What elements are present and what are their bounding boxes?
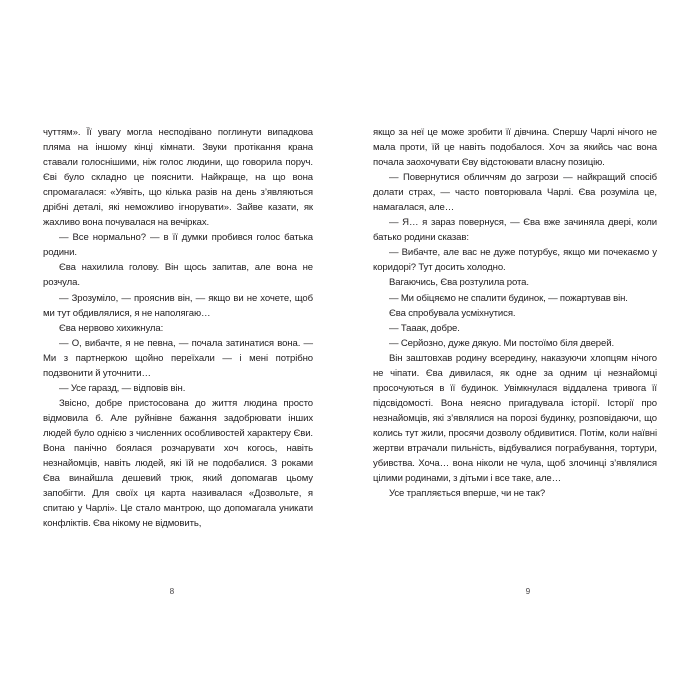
paragraph: Звісно, добре пристосована до життя людина просто відмовила б. Але руйнівне бажання задобрювати інших людей було однією з численних особливостей характеру Єви. Вона панічно боялася розчарувати хоч когось, навіть незнайомців, навіть людей, які їй не подобалися. З роками Єва винайшла дешевий трюк, який допомагав цьому запобігти. Для своїх ця карта називалася «Дозвольте, я спитаю у Чарлі». Це стало мантрою, що допомагала уникати конфліктів. Єва нікому не відмовить, <box>43 397 313 530</box>
paragraph: — Ми обіцяємо не спалити будинок, — пожартував він. <box>389 292 628 304</box>
paragraph: — Усе гаразд, — відповів він. <box>59 382 186 394</box>
paragraph: — Повернутися обличчям до загрози — найкращий спосіб долати страх, — часто повторювала Чарлі. Єва розуміла це, намагалася, але… <box>373 172 657 214</box>
paragraph: якщо за неї це може зробити її дівчина. Спершу Чарлі нічого не мала проти, їй це навіть подобалося. Хоч за якийсь час вона почала заохочувати Єву відстоювати власну позицію. <box>373 127 657 169</box>
page-number-left: 8 <box>169 587 175 596</box>
paragraph: — Я… я зараз повернуся, — Єва вже зачиняла двері, коли батько родини сказав: <box>373 217 657 244</box>
paragraph: — Серйозно, дуже дякую. Ми постоїмо біля дверей. <box>389 337 615 349</box>
paragraph: Вагаючись, Єва розтулила рота. <box>389 277 529 289</box>
right-page-text-block <box>373 125 657 501</box>
left-page-text-block <box>43 125 313 531</box>
paragraph: чуттям». Її увагу могла несподівано поглинути випадкова пляма на іншому кінці кімнати. Звуки протікання крана ставали голоснішими, ніж голос людини, що говорила поруч. Єві було складно це пояснити. Найкраще, на що вона спромагалася: «Уявіть, що кілька разів на день з’являються дрібні деталі, які неможливо ігнорувати». Зайве казати, як жахливо вона почувалася на вечірках. <box>43 127 313 229</box>
page-number-right: 9 <box>525 587 531 596</box>
paragraph: — Все нормально? — в її думки пробився голос батька родини. <box>43 232 313 259</box>
paragraph: — Зрозуміло, — прояснив він, — якщо ви не хочете, щоб ми тут обдивлялися, я не наполягаю… <box>43 292 313 319</box>
paragraph: Єва нервово хихикнула: <box>59 322 164 334</box>
paragraph: Єва спробувала усміхнутися. <box>389 307 516 319</box>
page-right <box>350 0 700 700</box>
paragraph: Він заштовхав родину всередину, наказуючи хлопцям нічого не чіпати. Єва дивилася, як одне за одним ці незнайомці просочуються в її будинок. Увімкнулася віддалена тривога її підсвідомості. Вона неясно пригадувала історії. Історії про незнайомців, які з’являлися на порозі будинку, розповідаючи, що колись тут жили, просячи дозволу обдивитися. Потім, коли наївні жертви втрачали пильність, відбувалися пограбування, тортури, убивства. Хоча… вона ніколи не чула, щоб злочинці з’являлися цілими родинами, з дітьми і все таке, але… <box>373 352 657 485</box>
paragraph: Усе трапляється вперше, чи не так? <box>389 488 546 500</box>
paragraph: — О, вибачте, я не певна, — почала затинатися вона. — Ми з партнеркою щойно переїхали — і мені потрібно подзвонити й уточнити… <box>43 337 313 379</box>
paragraph: Єва нахилила голову. Він щось запитав, але вона не розчула. <box>43 262 313 289</box>
paragraph: — Вибачте, але вас не дуже потурбує, якщо ми почекаємо у коридорі? Тут досить холодно. <box>373 247 657 274</box>
paragraph: — Тааак, добре. <box>389 322 460 334</box>
